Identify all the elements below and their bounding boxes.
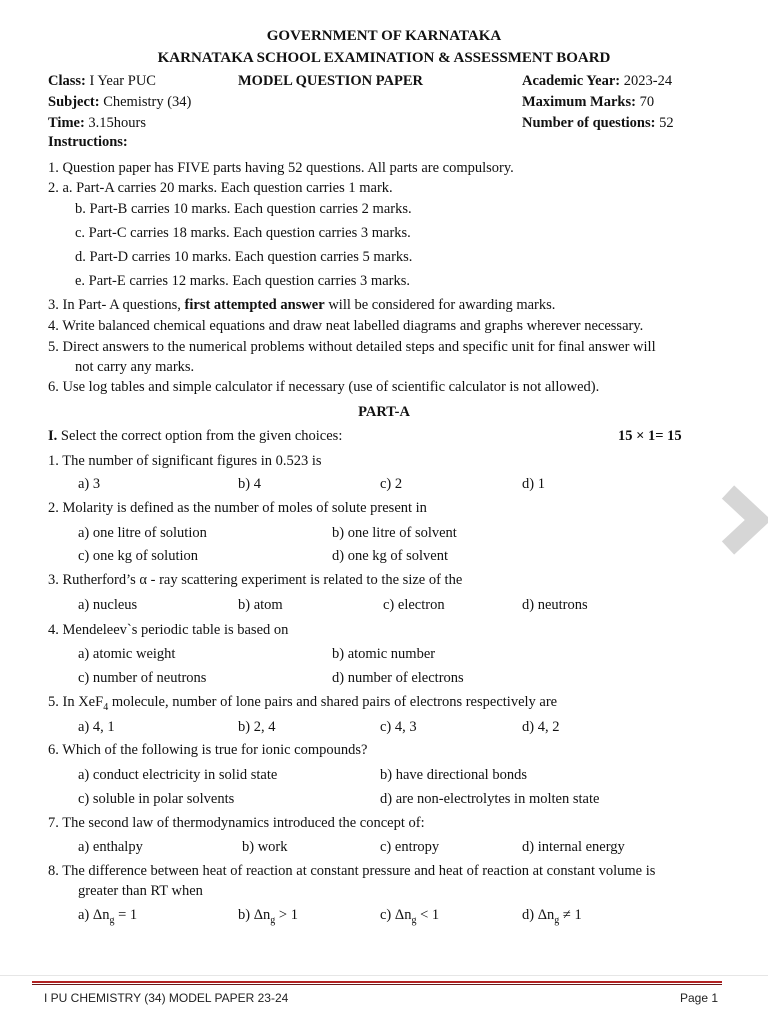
instruction-3 [48,297,555,314]
time-value: 3.15hours [84,115,147,131]
question-8-line-2: greater than RT when [78,883,203,899]
section-instruction [48,428,342,445]
instruction-3-pre: 3. In Part- A questions, [48,297,185,313]
section-number: I. [48,428,58,444]
time-info [48,115,146,132]
marks-label: Maximum Marks: [522,94,636,110]
time-label: Time: [48,115,85,131]
page-number: Page 1 [680,991,719,1005]
q8c-pre: c) Δn [380,907,412,923]
q5-text-post: molecule, number of lone pairs and shared pairs of electrons respectively are [108,694,558,710]
q8-option-a [78,907,137,926]
instruction-6: 6. Use log tables and simple calculator if necessary (use of scientific calculator is not allowed). [48,379,600,395]
instruction-1: 1. Question paper has FIVE parts having 52 questions. All parts are compulsory. [48,160,514,176]
instruction-3-post: will be considered for awarding marks. [324,297,556,313]
instruction-5a: 5. Direct answers to the numerical problems without detailed steps and specific unit for final answer will [48,339,656,355]
q1-option-c: c) 2 [380,476,403,492]
question-7: 7. The second law of thermodynamics introduced the concept of: [48,815,425,831]
q8d-pre: d) Δn [522,907,555,923]
footer-rule [32,981,722,983]
questions-value: 52 [655,115,674,131]
q4-option-c: c) number of neutrons [78,670,207,686]
instruction-2c: c. Part-C carries 18 marks. Each question carries 3 marks. [75,225,411,241]
q8b-sub: g [270,914,276,926]
subject-info [48,94,191,111]
questions-label: Number of questions: [522,115,656,131]
q2-option-d: d) one kg of solvent [332,548,448,564]
question-1: 1. The number of significant figures in 0.523 is [48,453,322,469]
q7-option-a: a) enthalpy [78,839,143,855]
q8c-sub: g [411,914,417,926]
max-marks [522,94,654,111]
marks-value: 70 [635,94,655,110]
question-5 [48,694,557,713]
instruction-2d: d. Part-D carries 10 marks. Each question carries 5 marks. [75,249,413,265]
q1-option-a: a) 3 [78,476,101,492]
q4-option-a: a) atomic weight [78,646,176,662]
subject-value: Chemistry (34) [99,94,192,110]
subject-label: Subject: [48,94,100,110]
class-info [48,73,156,90]
q6-option-d: d) are non-electrolytes in molten state [380,791,600,807]
q8-option-d [522,907,582,926]
part-a-title: PART-A [358,404,410,420]
class-value: I Year PUC [85,73,156,89]
q7-option-b: b) work [242,839,288,855]
footer-rule-thin [32,984,722,985]
footer-title: I PU CHEMISTRY (34) MODEL PAPER 23-24 [44,991,289,1005]
q2-option-b: b) one litre of solvent [332,525,457,541]
q3-option-b: b) atom [238,597,283,613]
header-board: KARNATAKA SCHOOL EXAMINATION & ASSESSMENT BOARD [157,50,611,66]
q7-option-d: d) internal energy [522,839,625,855]
q3-option-c: c) electron [383,597,445,613]
question-count [522,115,674,132]
paper-title: MODEL QUESTION PAPER [238,73,424,89]
year-label: Academic Year: [522,73,621,89]
q5-option-b: b) 2, 4 [238,719,276,735]
q5-option-c: c) 4, 3 [380,719,417,735]
q1-option-d: d) 1 [522,476,545,492]
q8-option-b [238,907,298,926]
q2-option-c: c) one kg of solution [78,548,199,564]
class-label: Class: [48,73,86,89]
q3-option-d: d) neutrons [522,597,588,613]
q2-option-a: a) one litre of solution [78,525,207,541]
question-3: 3. Rutherford’s α - ray scattering experiment is related to the size of the [48,572,463,588]
q6-option-a: a) conduct electricity in solid state [78,767,278,783]
instruction-2e: e. Part-E carries 12 marks. Each question carries 3 marks. [75,273,410,289]
instruction-2b: b. Part-B carries 10 marks. Each question carries 2 marks. [75,201,412,217]
section-marks: 15 × 1= 15 [618,428,682,444]
q7-option-c: c) entropy [380,839,440,855]
q6-option-b: b) have directional bonds [380,767,527,783]
header-government: GOVERNMENT OF KARNATAKA [266,28,502,44]
instruction-5b: not carry any marks. [75,359,195,375]
question-8-line-1: 8. The difference between heat of reaction at constant pressure and heat of reaction at constant volume is [48,863,656,879]
academic-year [522,73,672,90]
q8d-sub: g [554,914,560,926]
q8a-sub: g [109,914,115,926]
instruction-4: 4. Write balanced chemical equations and draw neat labelled diagrams and graphs wherever necessary. [48,318,644,334]
instruction-3-bold: first attempted answer [184,297,325,313]
instruction-2a: 2. a. Part-A carries 20 marks. Each question carries 1 mark. [48,180,393,196]
q8-option-c [380,907,439,926]
q8a-pre: a) Δn [78,907,110,923]
q4-option-b: b) atomic number [332,646,436,662]
q5-option-a: a) 4, 1 [78,719,115,735]
question-2: 2. Molarity is defined as the number of moles of solute present in [48,500,427,516]
q4-option-d: d) number of electrons [332,670,464,686]
q5-subscript: 4 [103,701,109,713]
q8a-post: = 1 [114,907,138,923]
next-page-button[interactable] [718,470,768,570]
q8d-post: ≠ 1 [559,907,582,923]
question-4: 4. Mendeleev`s periodic table is based on [48,622,289,638]
instructions-heading: Instructions: [48,134,128,150]
chevron-right-icon [718,470,768,570]
q5-option-d: d) 4, 2 [522,719,560,735]
q5-text-pre: 5. In XeF [48,694,104,710]
q8b-pre: b) Δn [238,907,271,923]
q6-option-c: c) soluble in polar solvents [78,791,235,807]
q1-option-b: b) 4 [238,476,261,492]
page-edge [0,975,768,976]
q8b-post: > 1 [275,907,298,923]
question-6: 6. Which of the following is true for ionic compounds? [48,742,368,758]
section-text: Select the correct option from the given choices: [57,428,343,444]
year-value: 2023-24 [620,73,673,89]
q8c-post: < 1 [416,907,440,923]
q3-option-a: a) nucleus [78,597,138,613]
